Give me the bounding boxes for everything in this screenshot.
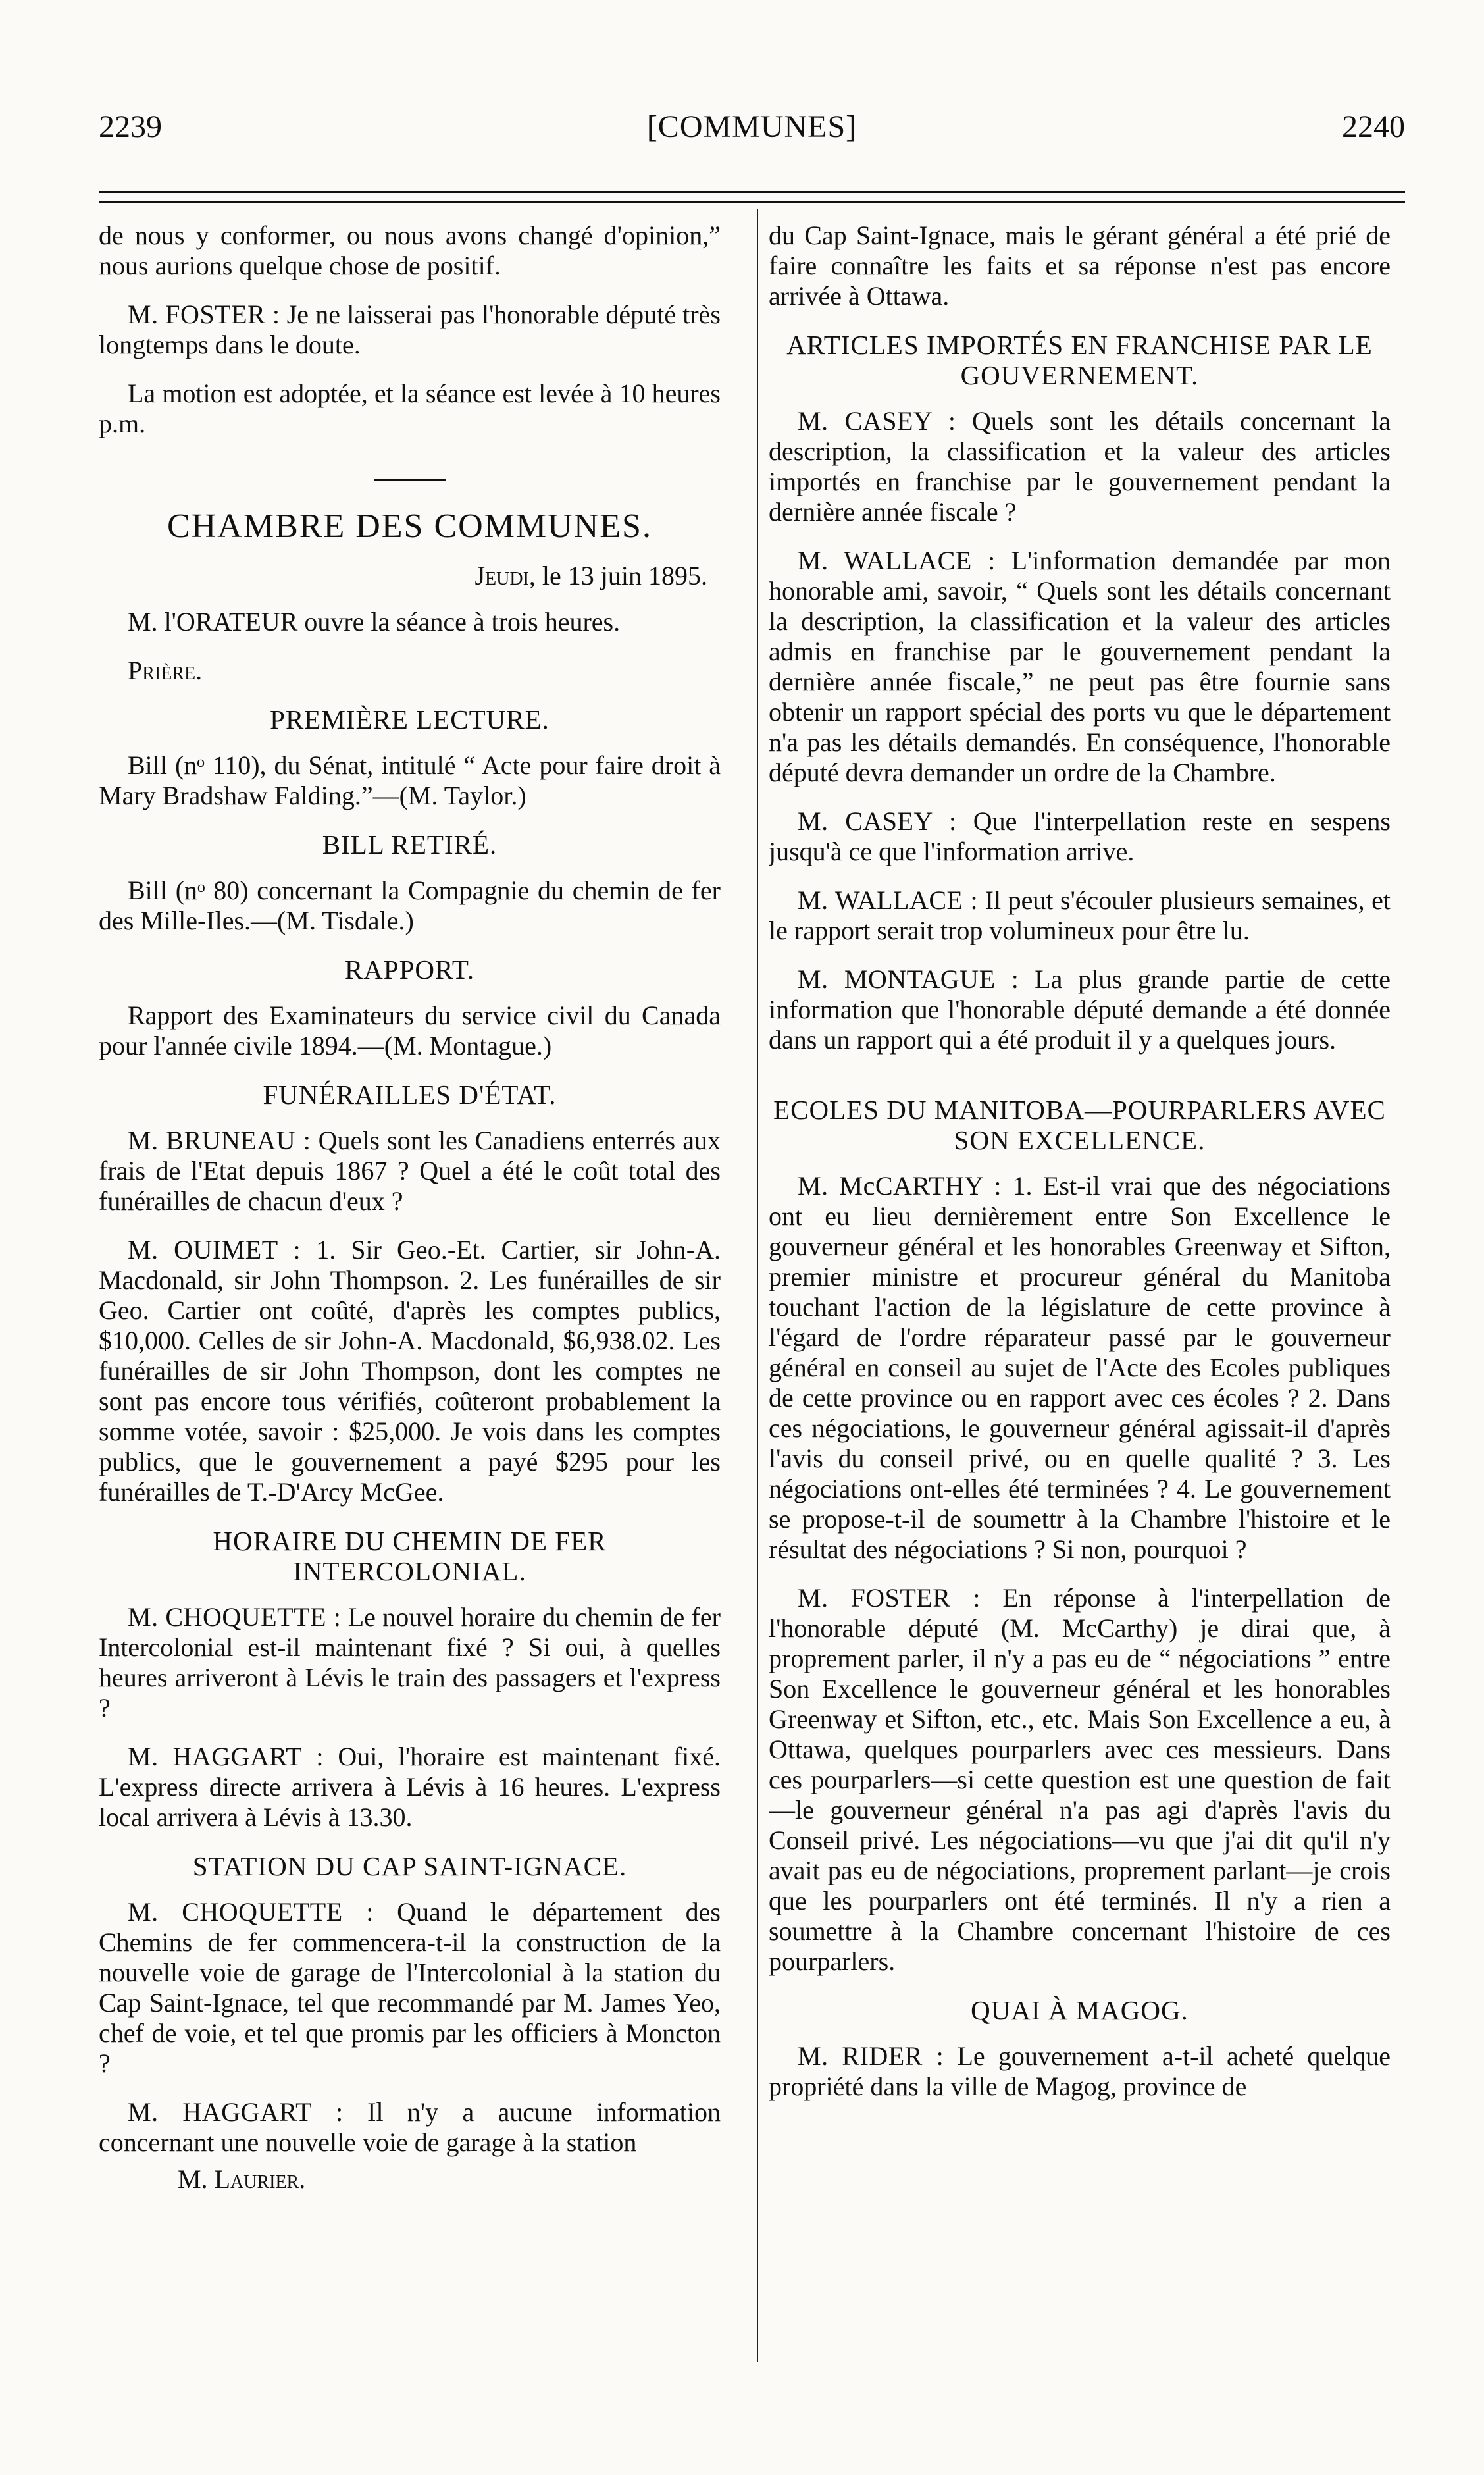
speech-rider [769,2041,1391,2102]
paragraph: de nous y conformer, ou nous avons changé d'opinion,” nous aurions quelque chose de positif. [99,221,721,280]
speech-wallace-1 [769,546,1391,788]
page-number-left: 2239 [99,109,162,144]
speaker-name: M. FOSTER : [798,1583,981,1613]
speech-text: Que l'interpellation reste en sespens jusqu'à ce que l'information arrive. [769,806,1391,866]
heading-quai: QUAI À MAGOG. [971,1995,1189,2025]
speech-choquette-1 [99,1602,721,1723]
header-rule-bottom [99,201,1405,203]
heading-rapport: RAPPORT. [344,954,475,985]
orateur-paragraph: M. l'ORATEUR ouvre la séance à trois heures. [128,607,621,637]
speech-text: L'information demandée par mon honorable ami, savoir, “ Quels sont les détails concernant la description, la classification et la valeur des articles admis en franchise par le gouvernement pendant la dernière année fiscale,” ne peut pas être fournie sans obtenir un rapport spécial des ports vu que le département n'a pas les détails demandés. En conséquence, l'honorable député devra demander un ordre de la Chambre. [769,546,1391,787]
speaker-name: M. MONTAGUE : [798,964,1019,994]
speech-text: Quand le département des Chemins de fer commencera-t-il la construction de la nouvelle voie de garage de l'Intercolonial à la station du Cap Saint-Ignace, tel que recommandé par M. James Yeo, chef de voie, et tel que promis par les officiers à Moncton ? [99,1897,721,2078]
speech-haggart-1 [99,1742,721,1833]
speech-text: Oui, l'horaire est maintenant fixé. L'express directe arrivera à Lévis à 16 heures. L'express local arrivera à Lévis à 13.30. [99,1742,721,1832]
column-divider [757,209,758,2362]
page-number-right: 2240 [1342,109,1405,144]
speech-wallace-2 [769,885,1391,946]
speaker-name: M. BRUNEAU : [128,1126,311,1155]
speech-casey-1 [769,406,1391,527]
speech-text: Il peut s'écouler plusieurs semaines, et le rapport serait trop volumineux pour être lu. [769,885,1391,945]
bill-80: Bill (nᵒ 80) concernant la Compagnie du chemin de fer des Mille-Iles.—(M. Tisdale.) [99,875,721,935]
speech-text: Le gouvernement a-t-il acheté quelque propriété dans la ville de Magog, province de [769,2041,1391,2101]
speech-bruneau [99,1126,721,1216]
header-rule-top [99,191,1405,193]
speech-casey-2 [769,806,1391,867]
speaker-name: M. CASEY : [798,806,957,836]
heading-ecoles: ECOLES DU MANITOBA—POURPARLERS AVEC SON EXCELLENCE. [773,1095,1386,1155]
section-separator [374,479,446,481]
speaker-name: M. CHOQUETTE : [128,1602,342,1632]
right-column [769,221,1391,2360]
speaker-name: M. HAGGART : [128,2097,344,2127]
speaker-name: M. CASEY : [798,406,956,436]
chamber-title: CHAMBRE DES COMMUNES. [167,508,652,545]
speaker-name: M. WALLACE : [798,885,979,915]
speech-text: Je ne laisserai pas l'honorable député très longtemps dans le doute. [99,300,721,359]
footer-catchword: M. Laurier. [178,2164,306,2194]
speech-text: La plus grande partie de cette information que l'honorable député demande a été donnée dans un rapport qui a été produit il y a quelques jours. [769,964,1391,1055]
speech-text: Quels sont les Canadiens enterrés aux frais de l'Etat depuis 1867 ? Quel a été le coût total des funérailles de chacun d'eux ? [99,1126,721,1216]
rapport-paragraph: Rapport des Examinateurs du service civil du Canada pour l'année civile 1894.—(M. Montague.) [99,1001,721,1060]
page-header [99,109,1405,155]
speech-choquette-2 [99,1897,721,2079]
speech-montague [769,964,1391,1055]
heading-premiere-lecture: PREMIÈRE LECTURE. [270,704,550,735]
speaker-name: M. CHOQUETTE : [128,1897,374,1927]
date-text: le 13 juin 1895. [542,561,707,590]
speaker-name: M. WALLACE : [798,546,996,575]
motion-paragraph: La motion est adoptée, et la séance est levée à 10 heures p.m. [99,378,721,438]
speech-text: 1. Sir Geo.-Et. Cartier, sir John-A. Macdonald, sir John Thompson. 2. Les funérailles de sir Geo. Cartier ont coûté, d'après les comptes publics, $10,000. Celles de sir John-A. Macdonald, $6,938.02. Les funérailles de sir John Thompson, dont les comptes ne sont pas encore tous vérifiés, coûteront probablement la somme votée, savoir : $25,000. Je vois dans les comptes publics, que le gouvernement a payé $295 pour les funérailles de T.-D'Arcy McGee. [99,1235,721,1507]
heading-articles: ARTICLES IMPORTÉS EN FRANCHISE PAR LE GOUVERNEMENT. [786,330,1373,390]
heading-horaire: HORAIRE DU CHEMIN DE FER INTERCOLONIAL. [213,1526,607,1586]
speech-text: Le nouvel horaire du chemin de fer Intercolonial est-il maintenant fixé ? Si oui, à quelles heures arriveront à Lévis le train des passagers et l'express ? [99,1602,721,1723]
speech-foster-reply [769,1583,1391,1977]
speech-foster [99,300,721,360]
speech-haggart-2 [99,2097,721,2158]
speech-ouimet [99,1235,721,1507]
heading-funerailles: FUNÉRAILLES D'ÉTAT. [263,1080,557,1110]
speaker-name: M. FOSTER : [128,300,280,329]
paragraph: du Cap Saint-Ignace, mais le gérant général a été prié de faire connaître les faits et sa réponse n'est pas encore arrivée à Ottawa. [769,221,1391,311]
session-date [99,561,721,591]
speech-text: Il n'y a aucune information concernant une nouvelle voie de garage à la station [99,2097,721,2157]
speech-mccarthy [769,1171,1391,1565]
bill-110: Bill (nᵒ 110), du Sénat, intitulé “ Acte pour faire droit à Mary Bradshaw Falding.”—(M. Taylor.) [99,750,721,810]
speaker-name: M. OUIMET : [128,1235,301,1264]
speaker-name: M. McCARTHY : [798,1171,1002,1201]
date-day: Jeudi, [474,561,536,590]
speech-text: Quels sont les détails concernant la description, la classification et la valeur des articles importés en franchise par le gouvernement pendant la dernière année fiscale ? [769,406,1391,527]
speaker-name: M. RIDER : [798,2041,944,2071]
left-column [99,221,721,2360]
priere-label: Prière. [128,656,203,685]
heading-station: STATION DU CAP SAINT-IGNACE. [192,1851,627,1881]
speaker-name: M. HAGGART : [128,1742,324,1771]
heading-bill-retire: BILL RETIRÉ. [322,829,498,860]
speech-text: 1. Est-il vrai que des négociations ont eu lieu dernièrement entre Son Excellence le gouverneur général et les honorables Greenway et Sifton, premier ministre et procureur général du Manitoba touchant l'action de la législature de cette province à l'égard de l'ordre réparateur passé par le gouverneur général en conseil au sujet de l'Acte des Ecoles publiques de cette province ou en rapport avec ces écoles ? 2. Dans ces négociations, le gouverneur général agissait-il d'après l'avis du conseil privé, ou en quelle qualité ? 3. Les négociations ont-elles été terminées ? 4. Le gouvernement se propose-t-il de soumettr à la Chambre l'histoire et le résultat des négociations ? Si non, pourquoi ? [769,1171,1391,1564]
speech-text: En réponse à l'interpellation de l'honorable député (M. McCarthy) je dirai que, à proprement parler, il n'y a pas eu de “ négociations ” entre Son Excellence le gouverneur général et les honorables Greenway et Sifton, etc., etc. Mais Son Excellence a eu, à Ottawa, quelques pourparlers avec ces messieurs. Dans ces pourparlers—si cette question est une question de fait—le gouverneur général n'a pas agi d'après l'avis du Conseil privé. Les négociations—vu que j'ai dit qu'il n'y avait pas eu de négociations, proprement parlant—je crois que les pourparlers ont été terminés. Il n'y a rien a soumettre à la Chambre concernant l'histoire de ces pourparlers. [769,1583,1391,1976]
running-title: [COMMUNES] [646,109,857,144]
